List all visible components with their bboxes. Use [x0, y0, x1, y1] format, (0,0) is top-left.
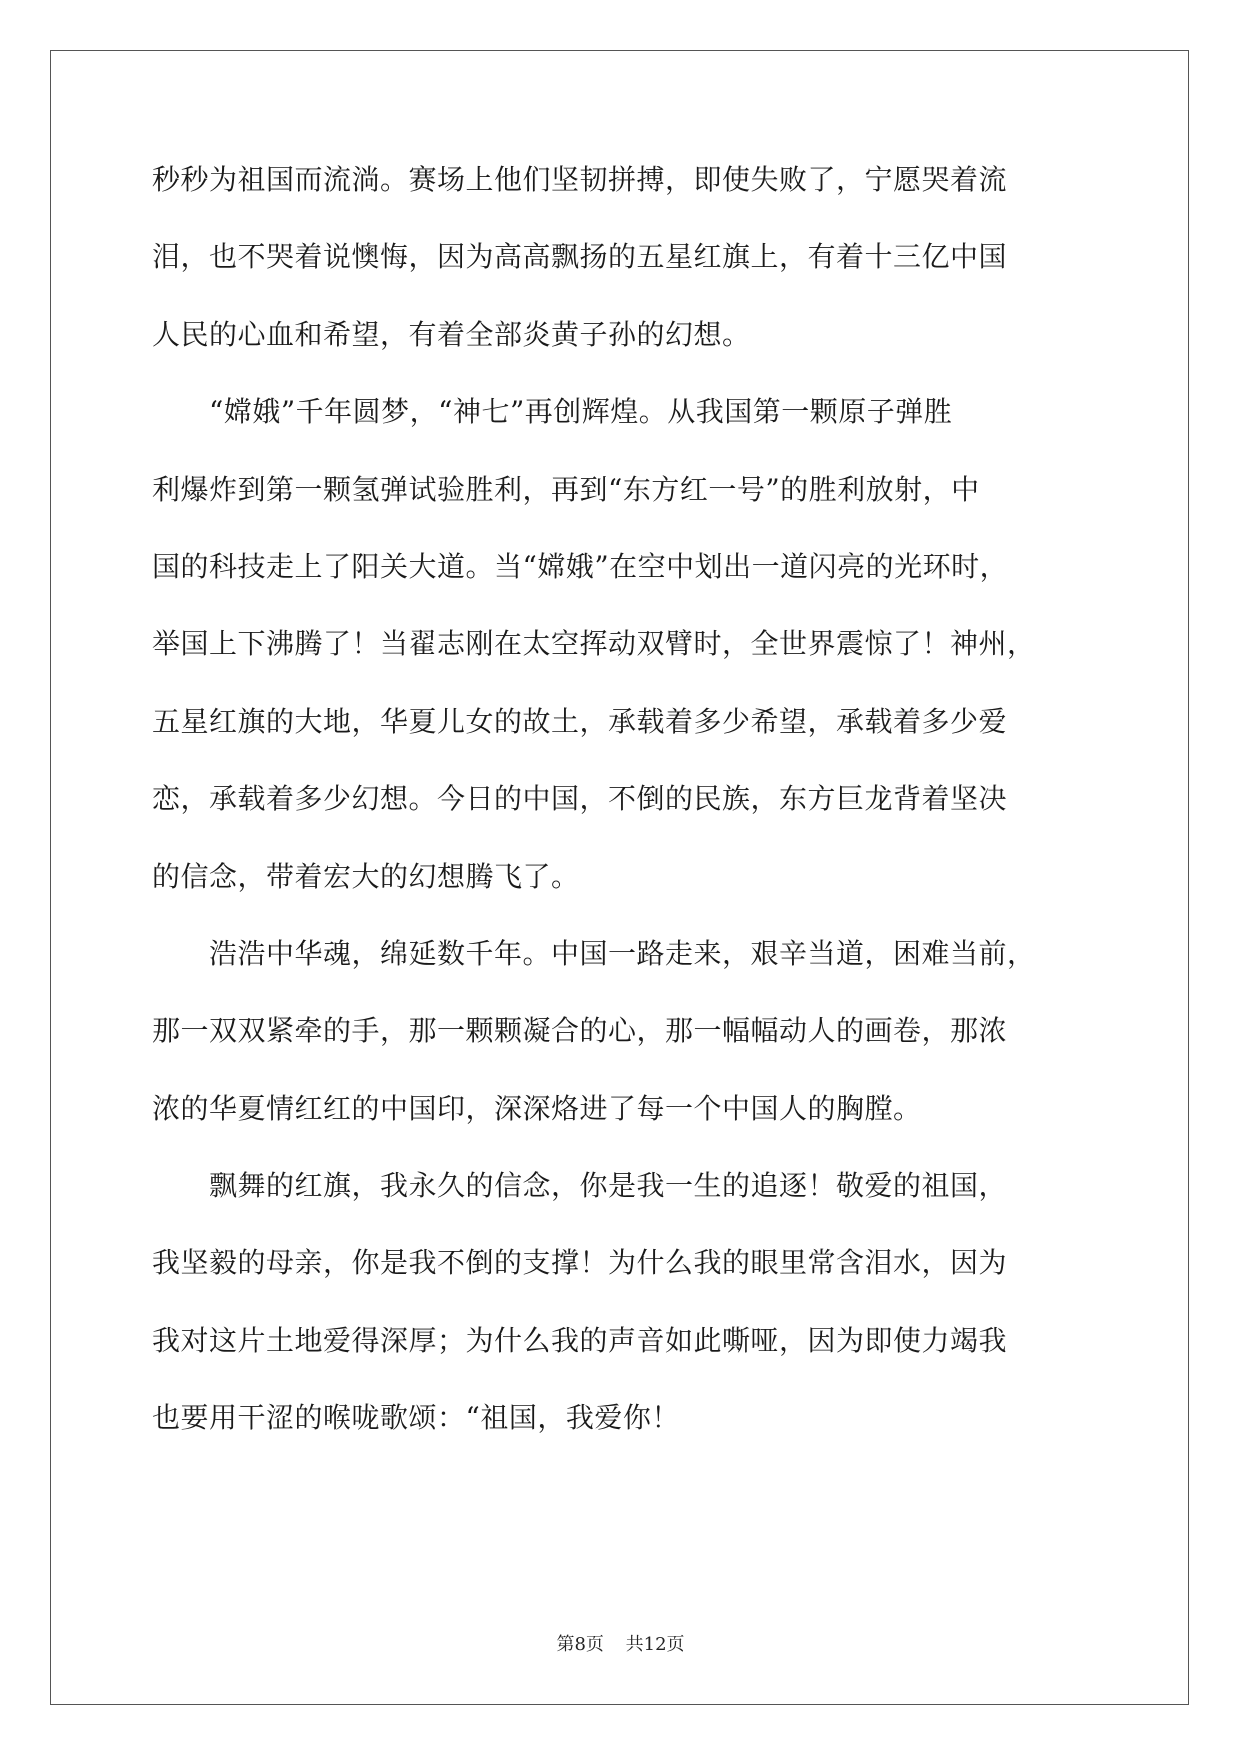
text-line: 的信念，带着宏大的幻想腾飞了。 [152, 859, 580, 893]
text-line: 恋，承载着多少幻想。今日的中国，不倒的民族，东方巨龙背着坚决 [152, 782, 1008, 816]
text-line: 我坚毅的母亲，你是我不倒的支撑！为什么我的眼里常含泪水，因为 [152, 1246, 1008, 1280]
text-line: 飘舞的红旗，我永久的信念，你是我一生的追逐！敬爱的祖国， [152, 1169, 1008, 1203]
text-line: 利爆炸到第一颗氢弹试验胜利，再到“东方红一号”的胜利放射，中 [152, 472, 980, 506]
text-line: 五星红旗的大地，华夏儿女的故土，承载着多少希望，承载着多少爱 [152, 704, 1008, 738]
page-number: 第8页 [556, 1634, 604, 1655]
text-line: 国的科技走上了阳关大道。当“嫦娥”在空中划出一道闪亮的光环时， [152, 549, 1009, 583]
body-text [152, 160, 1092, 1476]
page-total: 共12页 [625, 1634, 685, 1655]
text-line: 我对这片土地爱得深厚；为什么我的声音如此嘶哑，因为即使力竭我 [152, 1323, 1008, 1357]
text-line: 浓的华夏情红红的中国印，深深烙进了每一个中国人的胸膛。 [152, 1091, 922, 1125]
text-line: 泪，也不哭着说懊悔，因为高高飘扬的五星红旗上，有着十三亿中国 [152, 240, 1008, 274]
text-line: 也要用干涩的喉咙歌颂：“祖国，我爱你！ [152, 1401, 680, 1435]
text-line: 举国上下沸腾了！当翟志刚在太空挥动双臂时，全世界震惊了！神州， [152, 627, 1036, 661]
text-line: 浩浩中华魂，绵延数千年。中国一路走来，艰辛当道，困难当前， [152, 936, 1036, 970]
text-line: 秒秒为祖国而流淌。赛场上他们坚韧拼搏，即使失败了，宁愿哭着流 [152, 163, 1008, 196]
text-line: 人民的心血和希望，有着全部炎黄子孙的幻想。 [152, 317, 751, 351]
text-line: “嫦娥”千年圆梦，“神七”再创辉煌。从我国第一颗原子弹胜 [152, 395, 953, 429]
text-line: 那一双双紧牵的手，那一颗颗凝合的心，那一幅幅动人的画卷，那浓 [152, 1014, 1008, 1048]
page-footer [0, 1630, 1241, 1656]
